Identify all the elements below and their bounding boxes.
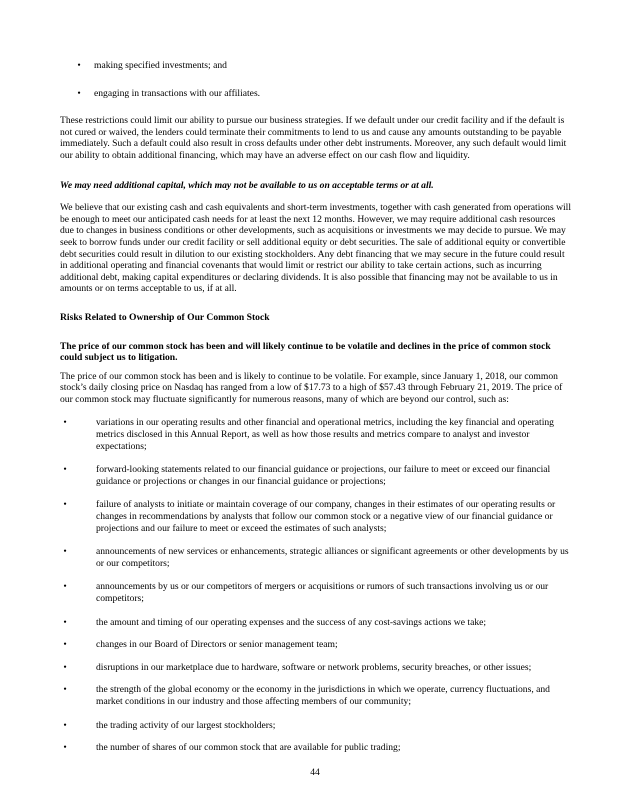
bullet-icon: • xyxy=(63,546,67,558)
list-item-text: variations in our operating results and other financial and operational metrics, including the key financial and operating metrics disclosed in this Annual Report, as well as how those results and metrics compare to analyst and investor expectations; xyxy=(96,417,554,452)
risk-factor-list xyxy=(60,417,571,753)
list-item-text: the amount and timing of our operating expenses and the success of any cost-savings actions we take; xyxy=(96,616,487,628)
heading-additional-capital: We may need additional capital, which may not be available to us on acceptable terms or at all. xyxy=(60,179,434,191)
list-item-text: engaging in transactions with our affiliates. xyxy=(94,87,261,99)
list-item xyxy=(60,499,571,534)
list-item xyxy=(60,417,571,452)
list-item-text: making specified investments; and xyxy=(94,60,227,71)
bullet-icon: • xyxy=(77,60,81,71)
bullet-icon: • xyxy=(63,499,67,511)
bullet-icon: • xyxy=(63,719,67,731)
page-number: 44 xyxy=(310,767,320,778)
bullet-icon: • xyxy=(63,464,67,476)
bullet-icon: • xyxy=(63,581,67,593)
paragraph-restrictions: These restrictions could limit our ability to pursue our business strategies. If we default under our credit facility and if the default is not cured or waived, the lenders could terminate their commitments to lend to us and cause any amounts outstanding to be payable immediately. Such a default could also result in cross defaults under other debt instruments. Moreover, any such default would limit our ability to obtain additional financing, which may have an adverse effect on our cash flow and liquidity. xyxy=(60,115,567,161)
bullet-icon: • xyxy=(77,87,81,99)
list-item xyxy=(60,662,571,674)
list-item-text: the strength of the global economy or the economy in the jurisdictions in which we operate, currency fluctuations, and market conditions in our industry and those affecting members of our community; xyxy=(96,684,550,707)
paragraph-additional-capital: We believe that our existing cash and cash equivalents and short-term investments, together with cash generated from operations will be enough to meet our anticipated cash needs for at least the next 12 months. However, we may require additional cash resources due to changes in business conditions or other developments, such as acquisitions or investments we may decide to pursue. We may seek to borrow funds under our credit facility or sell additional equity or debt securities. The sale of additional equity or convertible debt securities could result in dilution to our existing stockholders. Any debt financing that we may secure in the future could result in additional operating and financial covenants that would limit or restrict our ability to take certain actions, such as incurring additional debt, making capital expenditures or declaring dividends. It is also possible that financing may not be available to us in amounts or on terms acceptable to us, if at all. xyxy=(60,202,572,295)
list-item xyxy=(60,617,571,629)
bullet-icon: • xyxy=(63,616,67,628)
bullet-icon: • xyxy=(63,661,67,673)
list-item xyxy=(60,88,571,100)
list-item-text: changes in our Board of Directors or senior management team; xyxy=(96,639,338,651)
document-page xyxy=(60,60,571,765)
list-item-text: the number of shares of our common stock that are available for public trading; xyxy=(96,742,401,754)
list-item xyxy=(60,684,571,707)
list-item-text: announcements by us or our competitors of mergers or acquisitions or rumors of such transactions involving us or our competitors; xyxy=(96,581,549,604)
list-item-text: disruptions in our marketplace due to hardware, software or network problems, security breaches, or other issues; xyxy=(96,661,532,673)
list-item-text: forward-looking statements related to our financial guidance or projections, our failure to meet or exceed our financial guidance or projections or changes in our financial guidance or projections; xyxy=(96,464,551,487)
list-item xyxy=(60,742,571,754)
bullet-icon: • xyxy=(63,639,67,651)
list-item-text: failure of analysts to initiate or maintain coverage of our company, changes in their estimates of our operating results or changes in recommendations by analysts that follow our common stock or a negative view of our financial guidance or projections and our failure to meet or exceed the estimates of such analysts; xyxy=(96,499,556,534)
bullet-icon: • xyxy=(63,417,67,429)
list-item xyxy=(60,720,571,732)
list-item xyxy=(60,546,571,569)
paragraph-stock-price: The price of our common stock has been and is likely to continue to be volatile. For example, since January 1, 2018, our common stock’s daily closing price on Nasdaq has ranged from a low of $17.73 to a high of $57.43 through February 21, 2019. The price of our common stock may fluctuate significantly for numerous reasons, many of which are beyond our control, such as: xyxy=(60,370,563,405)
list-item-text: announcements of new services or enhancements, strategic alliances or significant agreements or other developments by us or our competitors; xyxy=(96,546,569,569)
list-item xyxy=(60,60,571,72)
heading-stock-price-volatility: The price of our common stock has been and will likely continue to be volatile and declines in the price of common stock could subject us to litigation. xyxy=(60,340,551,364)
section-heading-common-stock-risks: Risks Related to Ownership of Our Common Stock xyxy=(60,311,270,323)
list-item xyxy=(60,639,571,651)
bullet-icon: • xyxy=(63,742,67,754)
list-item xyxy=(60,464,571,487)
list-item-text: the trading activity of our largest stockholders; xyxy=(96,719,276,731)
bullet-icon: • xyxy=(63,684,67,696)
list-item xyxy=(60,581,571,604)
